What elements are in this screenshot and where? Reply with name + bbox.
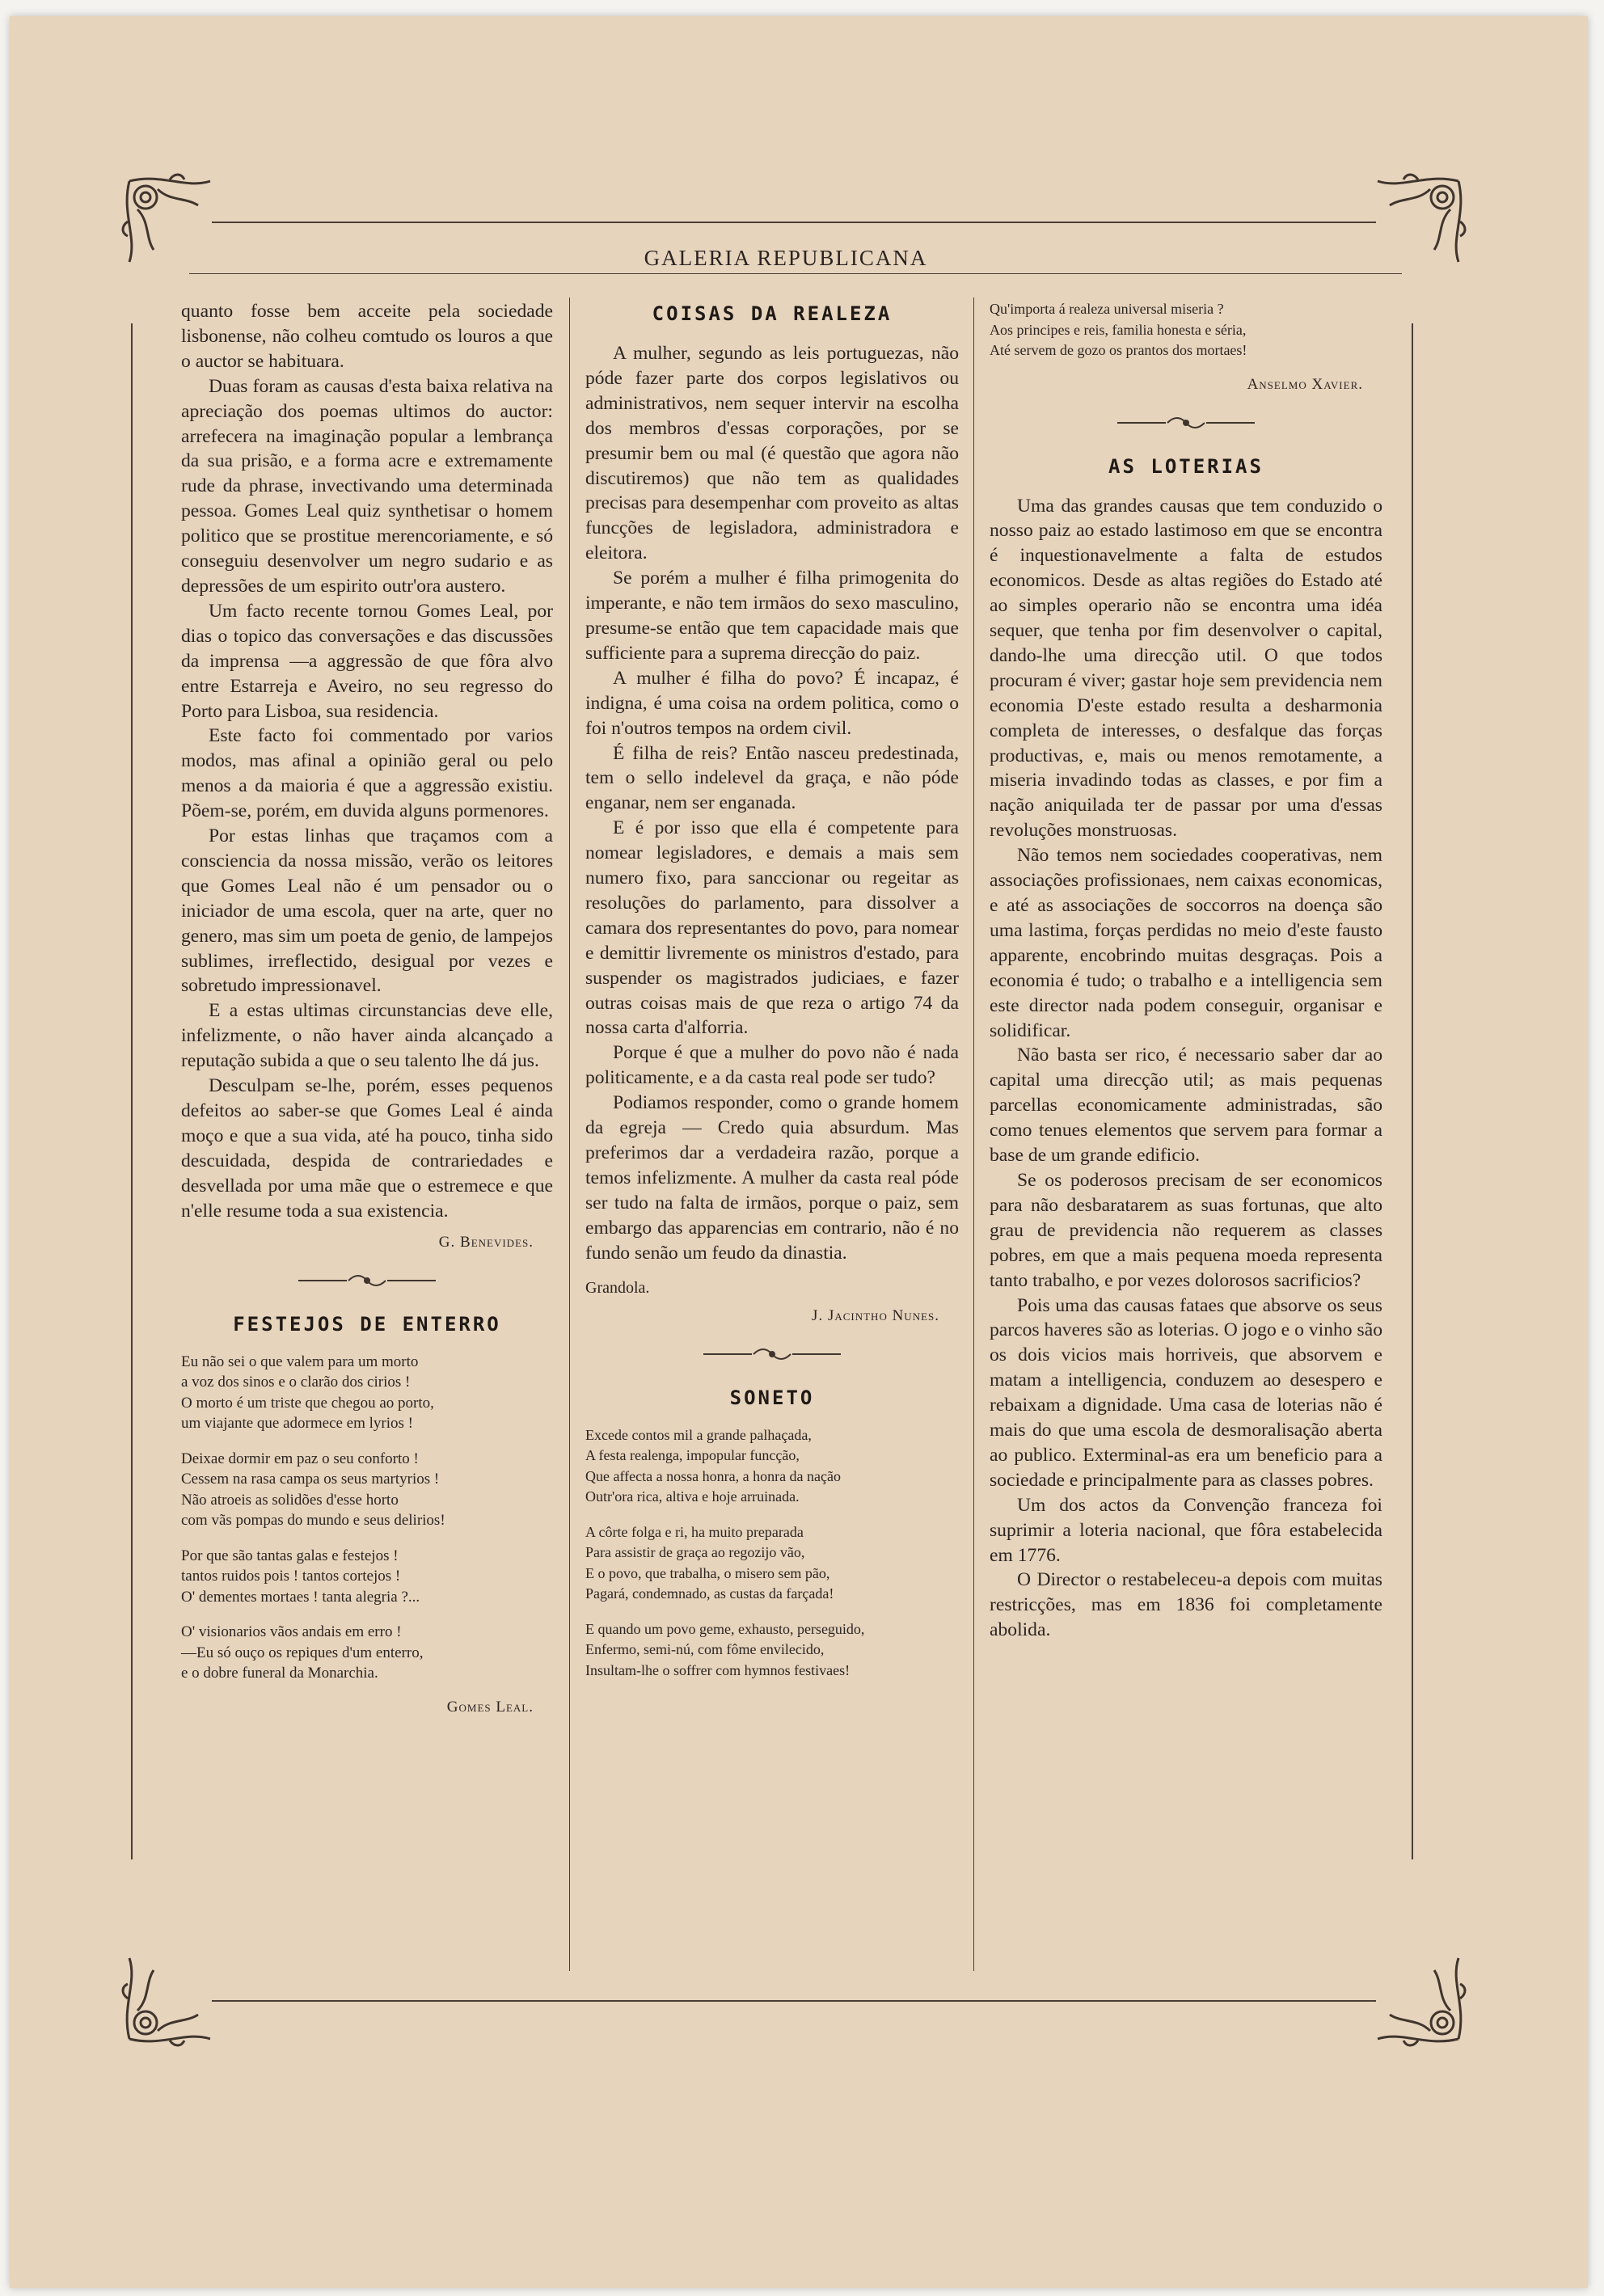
corner-ornament-bottom-right — [1353, 1934, 1475, 2055]
poem-stanza — [181, 1622, 553, 1684]
poem-line: O' visionarios vãos andais em erro ! — [181, 1623, 402, 1641]
left-border-rule — [131, 323, 133, 1859]
column-rule-2 — [973, 298, 974, 1971]
article-paragraph: Por estas linhas que traçamos com a consciencia da nossa missão, verão os leitores que Gomes Leal não é um pensador ou o iniciador de uma escola, quer na arte, quer no genero, mas sim um poeta de genio, de lampejos sublimes, irreflectido, desigual por vezes e sobretudo impressionavel. — [181, 825, 553, 997]
poem-line: Por que são tantas galas e festejos ! — [181, 1547, 399, 1564]
poem-line: com vãs pompas do mundo e seus delirios! — [181, 1512, 445, 1530]
poem-line: Qu'importa á realeza universal miseria ? — [990, 301, 1224, 317]
poem-line: O' dementes mortaes ! tanta alegria ?... — [181, 1588, 420, 1606]
sonnet-continuation — [990, 299, 1382, 361]
article-paragraph: E é por isso que ella é competente para nomear legisladores, e demais a mais sem numero fixo, para sanccionar ou regeitar as resoluções do parlamento, para dissolver a camara dos representantes do povo, para nomear e demittir livremente os ministros d'estado, para suspender os magistrados judiciaes, e fazer outras coisas mais de que reza o artigo 74 da nossa carta d'alforria. — [585, 817, 959, 1039]
poem-title: FESTEJOS DE ENTERRO — [233, 1312, 501, 1336]
poem-line: Insultam-lhe o soffrer com hymnos festivaes! — [585, 1661, 851, 1678]
poem-stanza — [585, 1619, 959, 1682]
bottom-border-rule — [212, 2000, 1376, 2002]
poem-line: a voz dos sinos e o clarão dos cirios ! — [181, 1374, 411, 1391]
poem-line: Enfermo, semi-nú, com fôme envilecido, — [585, 1641, 825, 1658]
poem-line: Pagará, condemnado, as custas da farçada! — [585, 1585, 834, 1602]
poem-line: Para assistir de graça ao regozijo vão, — [585, 1544, 805, 1561]
poem-line: Eu não sei o que valem para um morto — [181, 1353, 419, 1370]
article-paragraph: Uma das grandes causas que tem conduzido o nosso paiz ao estado lastimoso em que se encontra é inquestionavelmente a falta de estudos economicos. Desde as altas regiões do Estado até ao simples operario não se encontra uma idéa sequer, que tenha por fim desenvolver o capital, dando-lhe uma direcção util. O que todos procuram é viver; gastar hoje sem previdencia nem economia D'este estado resulta a desharmonia completa de interesses, o desfalque das forças productivas, e, mais ou menos remotamente, a miseria invadindo todas as classes, e por fim a nação aniquilada ter de passar por uma d'essas revoluções monstruosas. — [990, 495, 1382, 842]
sonnet-author: Anselmo Xavier. — [1247, 375, 1363, 393]
poem-author: Gomes Leal. — [446, 1698, 534, 1716]
article-paragraph: Este facto foi commentado por varios modos, mas afinal a opinião geral ou pelo menos a da maioria é que a aggressão existiu. Põem-se, porém, em duvida alguns pormenores. — [181, 725, 553, 822]
sonnet-title: SONETO — [729, 1386, 815, 1409]
poem-line: Excede contos mil a grande palhaçada, — [585, 1426, 812, 1443]
corner-ornament-top-right — [1353, 165, 1475, 286]
poem-line: tantos ruidos pois ! tantos cortejos ! — [181, 1568, 401, 1585]
paper-sheet — [10, 16, 1588, 2288]
poem-stanza — [585, 1425, 959, 1508]
column-rule-1 — [569, 298, 570, 1971]
poem-line: um viajante que adormece em lyrios ! — [181, 1415, 414, 1433]
article-place: Grandola. — [585, 1278, 650, 1297]
corner-ornament-bottom-left — [113, 1934, 234, 2055]
poem-line: Deixae dormir em paz o seu conforto ! — [181, 1450, 419, 1467]
article-paragraph: A mulher, segundo as leis portuguezas, não póde fazer parte dos corpos legislativos ou administrativos, nem sequer intervir na escolha dos membros d'essas corporações, por se presumir bem ou mal (é questão que agora não discutiremos) que não tem as qualidades precisas para desempenhar com proveito as altas funcções de legisladora, administradora e eleitora. — [585, 343, 959, 564]
article-signature: G. Benevides. — [438, 1233, 534, 1251]
poem-line: O morto é um triste que chegou ao porto, — [181, 1394, 434, 1412]
article-paragraph: Se os poderosos precisam de ser economicos para não desbaratarem as suas fortunas, que alto grau de previdencia não requerem as classes pobres, em que a mais pequena moeda representa tanto trabalho, e por vezes dolorosos sacrificios? — [990, 1169, 1382, 1291]
article-paragraph: Desculpam se-lhe, porém, esses pequenos defeitos ao saber-se que Gomes Leal é ainda moço e que a sua vida, até ha pouco, tinha sido descuidada, despida de contrariedades e desvellada por uma mãe que o estremece e que n'elle resume toda a sua existencia. — [181, 1075, 553, 1222]
poem-stanza — [181, 1352, 553, 1434]
poem-stanza — [181, 1449, 553, 1531]
poem-line: —Eu só ouço os repiques d'um enterro, — [181, 1644, 424, 1661]
poem-line: E o povo, que trabalha, o misero sem pão, — [585, 1564, 830, 1581]
poem-line: A festa realenga, impopular funcção, — [585, 1447, 800, 1464]
article-paragraph: Podiamos responder, como o grande homem da egreja — Credo quia absurdum. Mas preferimos dar a verdadeira razão, porque a temos infelizmente. A mulher da casta real póde ser tudo na falta de irmãos, porque o paiz, sem embargo das apparencias em contrario, não é no fundo senão um feudo da dinastia. — [585, 1092, 959, 1264]
article-paragraph: quanto fosse bem acceite pela sociedade lisbonense, não colheu comtudo os louros a que o auctor se habituara. — [181, 301, 553, 372]
section-divider-ornament — [181, 1273, 553, 1289]
right-border-rule — [1412, 323, 1413, 1859]
poem-stanza — [990, 299, 1382, 361]
poem-line: Não atroeis as solidões d'esse horto — [181, 1491, 399, 1509]
poem-stanza — [181, 1546, 553, 1608]
corner-ornament-top-left — [113, 165, 234, 286]
top-border-rule — [212, 222, 1376, 223]
section-divider-ornament — [585, 1346, 959, 1362]
column-3 — [990, 299, 1382, 1643]
running-title: GALERIA REPUBLICANA — [644, 246, 928, 270]
article-paragraph: O Director o restabeleceu-a depois com muitas restricções, mas em 1836 foi completamente abolida. — [990, 1569, 1382, 1641]
article-paragraph: Pois uma das causas fataes que absorve os seus parcos haveres são as loterias. O jogo e o vinho são os dois vicios mais horriveis, que absorvem e matam a intelligencia, conduzem ao desespero e rebaixam a dignidade. Uma casa de loterias não é mais do que uma escola de desmoralisação aberta ao publico. Exterminal-as era um beneficio para a sociedade e principalmente para as classes pobres. — [990, 1294, 1382, 1491]
poem-line: Cessem na rasa campa os seus martyrios ! — [181, 1471, 440, 1488]
column-1 — [181, 299, 553, 1716]
poem-stanza — [585, 1522, 959, 1605]
poem-line: A côrte folga e ri, ha muito preparada — [585, 1523, 804, 1540]
poem-line: E quando um povo geme, exhausto, perseguido, — [585, 1620, 865, 1637]
article-paragraph: Não basta ser rico, é necessario saber dar ao capital uma direcção util; as mais pequenas parcellas economicamente administradas, são como tenues elementos que servem para formar a base de um grande edificio. — [990, 1045, 1382, 1167]
section-divider-ornament — [990, 415, 1382, 431]
header-rule — [189, 273, 1402, 274]
poem-body — [181, 1352, 553, 1684]
poem-line: Até servem de gozo os prantos dos mortaes! — [990, 342, 1247, 358]
article-paragraph: Se porém a mulher é filha primogenita do imperante, e não tem irmãos do sexo masculino, presume-se então que tem capacidade mais que sufficiente para a suprema direcção do paiz. — [585, 568, 959, 664]
article-title: COISAS DA REALEZA — [652, 302, 893, 325]
poem-line: Aos principes e reis, familia honesta e séria, — [990, 321, 1247, 338]
article-paragraph: Um facto recente tornou Gomes Leal, por dias o topico das conversações e das discussões da imprensa —a aggressão de que fôra alvo entre Estarreja e Aveiro, no seu regresso do Porto para Lisboa, sua residencia. — [181, 600, 553, 722]
article-paragraph: E a estas ultimas circunstancias deve elle, infelizmente, o não haver ainda alcançado a reputação subida a que o seu talento lhe dá jus. — [181, 1000, 553, 1072]
poem-line: e o dobre funeral da Monarchia. — [181, 1665, 378, 1682]
sonnet-body — [585, 1425, 959, 1682]
article-paragraph: A mulher é filha do povo? É incapaz, é indigna, é uma coisa na ordem politica, como o foi n'outros tempos na ordem civil. — [585, 667, 959, 739]
article-signature: J. Jacintho Nunes. — [812, 1306, 939, 1324]
article-paragraph: Um dos actos da Convenção franceza foi suprimir a loteria nacional, que fôra estabelecida em 1776. — [990, 1494, 1382, 1566]
article-paragraph: Duas foram as causas d'esta baixa relativa na apreciação dos poemas ultimos do auctor: arrefecera na imaginação popular a lembrança da sua prisão, e a forma acre e extremamente rude da phrase, invectivando uma determinada pessoa. Gomes Leal quiz synthetisar o homem politico que se prostitue merencoriamente, e só conseguiu desenvolver um negro sudario e as depressões de um espirito outr'ora austero. — [181, 375, 553, 597]
article-paragraph: É filha de reis? Então nasceu predestinada, tem o sello indelevel da graça, e não póde enganar, nem ser enganada. — [585, 742, 959, 814]
article-title: AS LOTERIAS — [1108, 454, 1264, 478]
article-paragraph: Não temos nem sociedades cooperativas, nem associações profissionaes, nem caixas economicas, e até as associações de soccorros na doença são uma lastima, forças perdidas no meio d'este fausto apparente, encobrindo muitas desgraças. Pois a economia é tudo; o trabalho e a intelligencia sem este director nada podem conseguir, organisar e solidificar. — [990, 845, 1382, 1041]
poem-line: Que affecta a nossa honra, a honra da nação — [585, 1467, 842, 1484]
column-2 — [585, 299, 959, 1695]
poem-line: Outr'ora rica, altiva e hoje arruinada. — [585, 1488, 800, 1505]
article-paragraph: Porque é que a mulher do povo não é nada politicamente, e a da casta real pode ser tudo? — [585, 1042, 959, 1089]
